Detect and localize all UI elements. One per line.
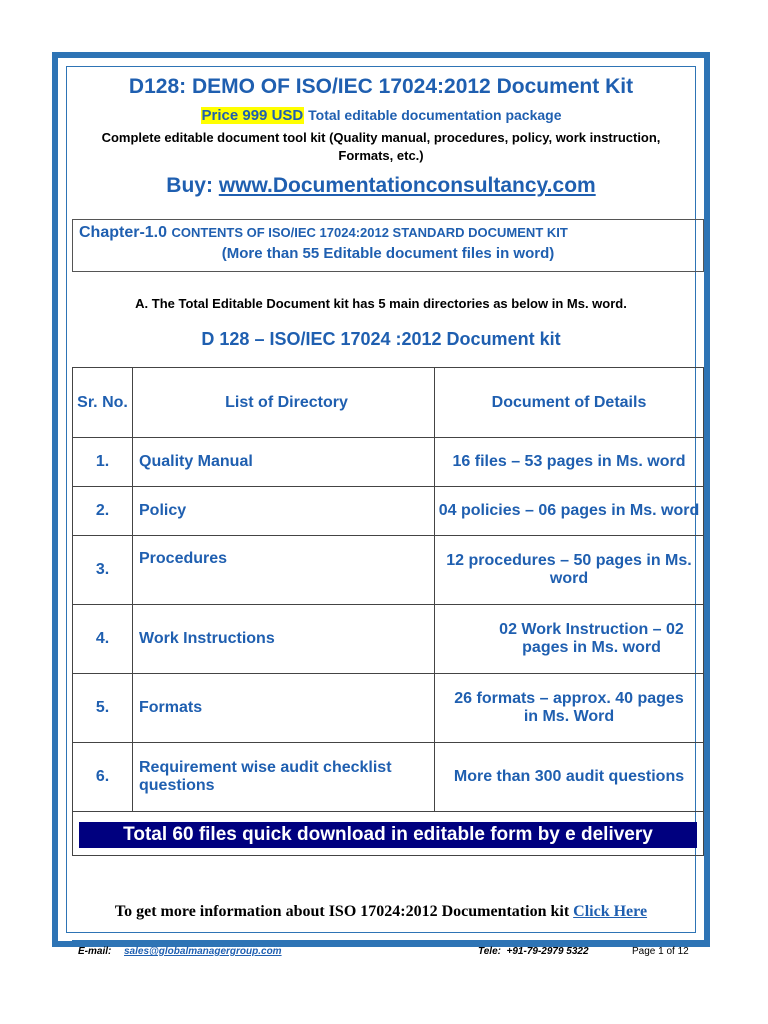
email-link[interactable]: sales@globalmanagergroup.com bbox=[124, 946, 282, 957]
price-badge: Price 999 USD bbox=[201, 107, 304, 124]
row-directory: Requirement wise audit checklist questions bbox=[133, 743, 435, 812]
directory-table bbox=[72, 367, 704, 856]
row-directory: Quality Manual bbox=[133, 438, 435, 487]
row-details: 26 formats – approx. 40 pages in Ms. Word bbox=[435, 674, 704, 743]
more-info-text: To get more information about ISO 17024:2012 Documentation kit bbox=[114, 903, 570, 920]
tagline: Total editable documentation package bbox=[308, 107, 562, 123]
kit-description: Complete editable document tool kit (Quality manual, procedures, policy, work instruction, Formats, etc.) bbox=[101, 130, 661, 163]
header-directory: List of Directory bbox=[133, 368, 435, 438]
header-sr-no: Sr. No. bbox=[73, 368, 133, 438]
buy-line bbox=[67, 174, 695, 198]
buy-label: Buy: bbox=[166, 174, 213, 197]
total-cell bbox=[73, 812, 704, 856]
document-title: D128: DEMO OF ISO/IEC 17024:2012 Document Kit bbox=[128, 75, 634, 98]
row-details: 04 policies – 06 pages in Ms. word bbox=[435, 487, 704, 536]
chapter-box bbox=[72, 219, 704, 272]
row-number: 6. bbox=[73, 743, 133, 812]
buy-link[interactable]: www.Documentationconsultancy.com bbox=[218, 174, 596, 197]
row-details: 02 Work Instruction – 02 pages in Ms. word bbox=[435, 605, 704, 674]
kit-title: D 128 – ISO/IEC 17024 :2012 Document kit bbox=[201, 329, 561, 349]
row-details: More than 300 audit questions bbox=[435, 743, 704, 812]
table-total-row bbox=[73, 812, 704, 856]
row-details: 16 files – 53 pages in Ms. word bbox=[435, 438, 704, 487]
directories-note: A. The Total Editable Document kit has 5 main directories as below in Ms. word. bbox=[135, 296, 627, 311]
row-directory: Procedures bbox=[133, 536, 435, 605]
price-line bbox=[67, 107, 695, 124]
row-directory: Work Instructions bbox=[133, 605, 435, 674]
footer bbox=[72, 940, 704, 963]
row-number: 4. bbox=[73, 605, 133, 674]
row-details: 12 procedures – 50 pages in Ms. word bbox=[435, 536, 704, 605]
click-here-link[interactable]: Click Here bbox=[573, 903, 648, 920]
page-border bbox=[52, 52, 710, 957]
total-banner: Total 60 files quick download in editable form by e delivery bbox=[79, 822, 697, 848]
page-content bbox=[66, 66, 700, 957]
page-number: Page 1 of 12 bbox=[632, 946, 689, 957]
phone-number: Tele: +91-79-2979 5322 bbox=[478, 946, 589, 957]
table-row bbox=[73, 605, 704, 674]
table-row bbox=[73, 743, 704, 812]
chapter-subtitle: (More than 55 Editable document files in word) bbox=[221, 245, 555, 262]
row-number: 5. bbox=[73, 674, 133, 743]
chapter-title: CONTENTS OF ISO/IEC 17024:2012 STANDARD DOCUMENT KIT bbox=[171, 225, 568, 240]
table-row bbox=[73, 674, 704, 743]
row-directory: Policy bbox=[133, 487, 435, 536]
header-details: Document of Details bbox=[435, 368, 704, 438]
more-info-line bbox=[67, 903, 695, 921]
row-number: 1. bbox=[73, 438, 133, 487]
row-directory: Formats bbox=[133, 674, 435, 743]
row-number: 2. bbox=[73, 487, 133, 536]
email-label: E-mail: bbox=[78, 946, 112, 957]
row-number: 3. bbox=[73, 536, 133, 605]
chapter-number: Chapter-1.0 bbox=[79, 224, 168, 241]
table-row bbox=[73, 487, 704, 536]
table-row bbox=[73, 536, 704, 605]
table-header-row bbox=[73, 368, 704, 438]
table-row bbox=[73, 438, 704, 487]
chapter-heading bbox=[79, 224, 568, 242]
